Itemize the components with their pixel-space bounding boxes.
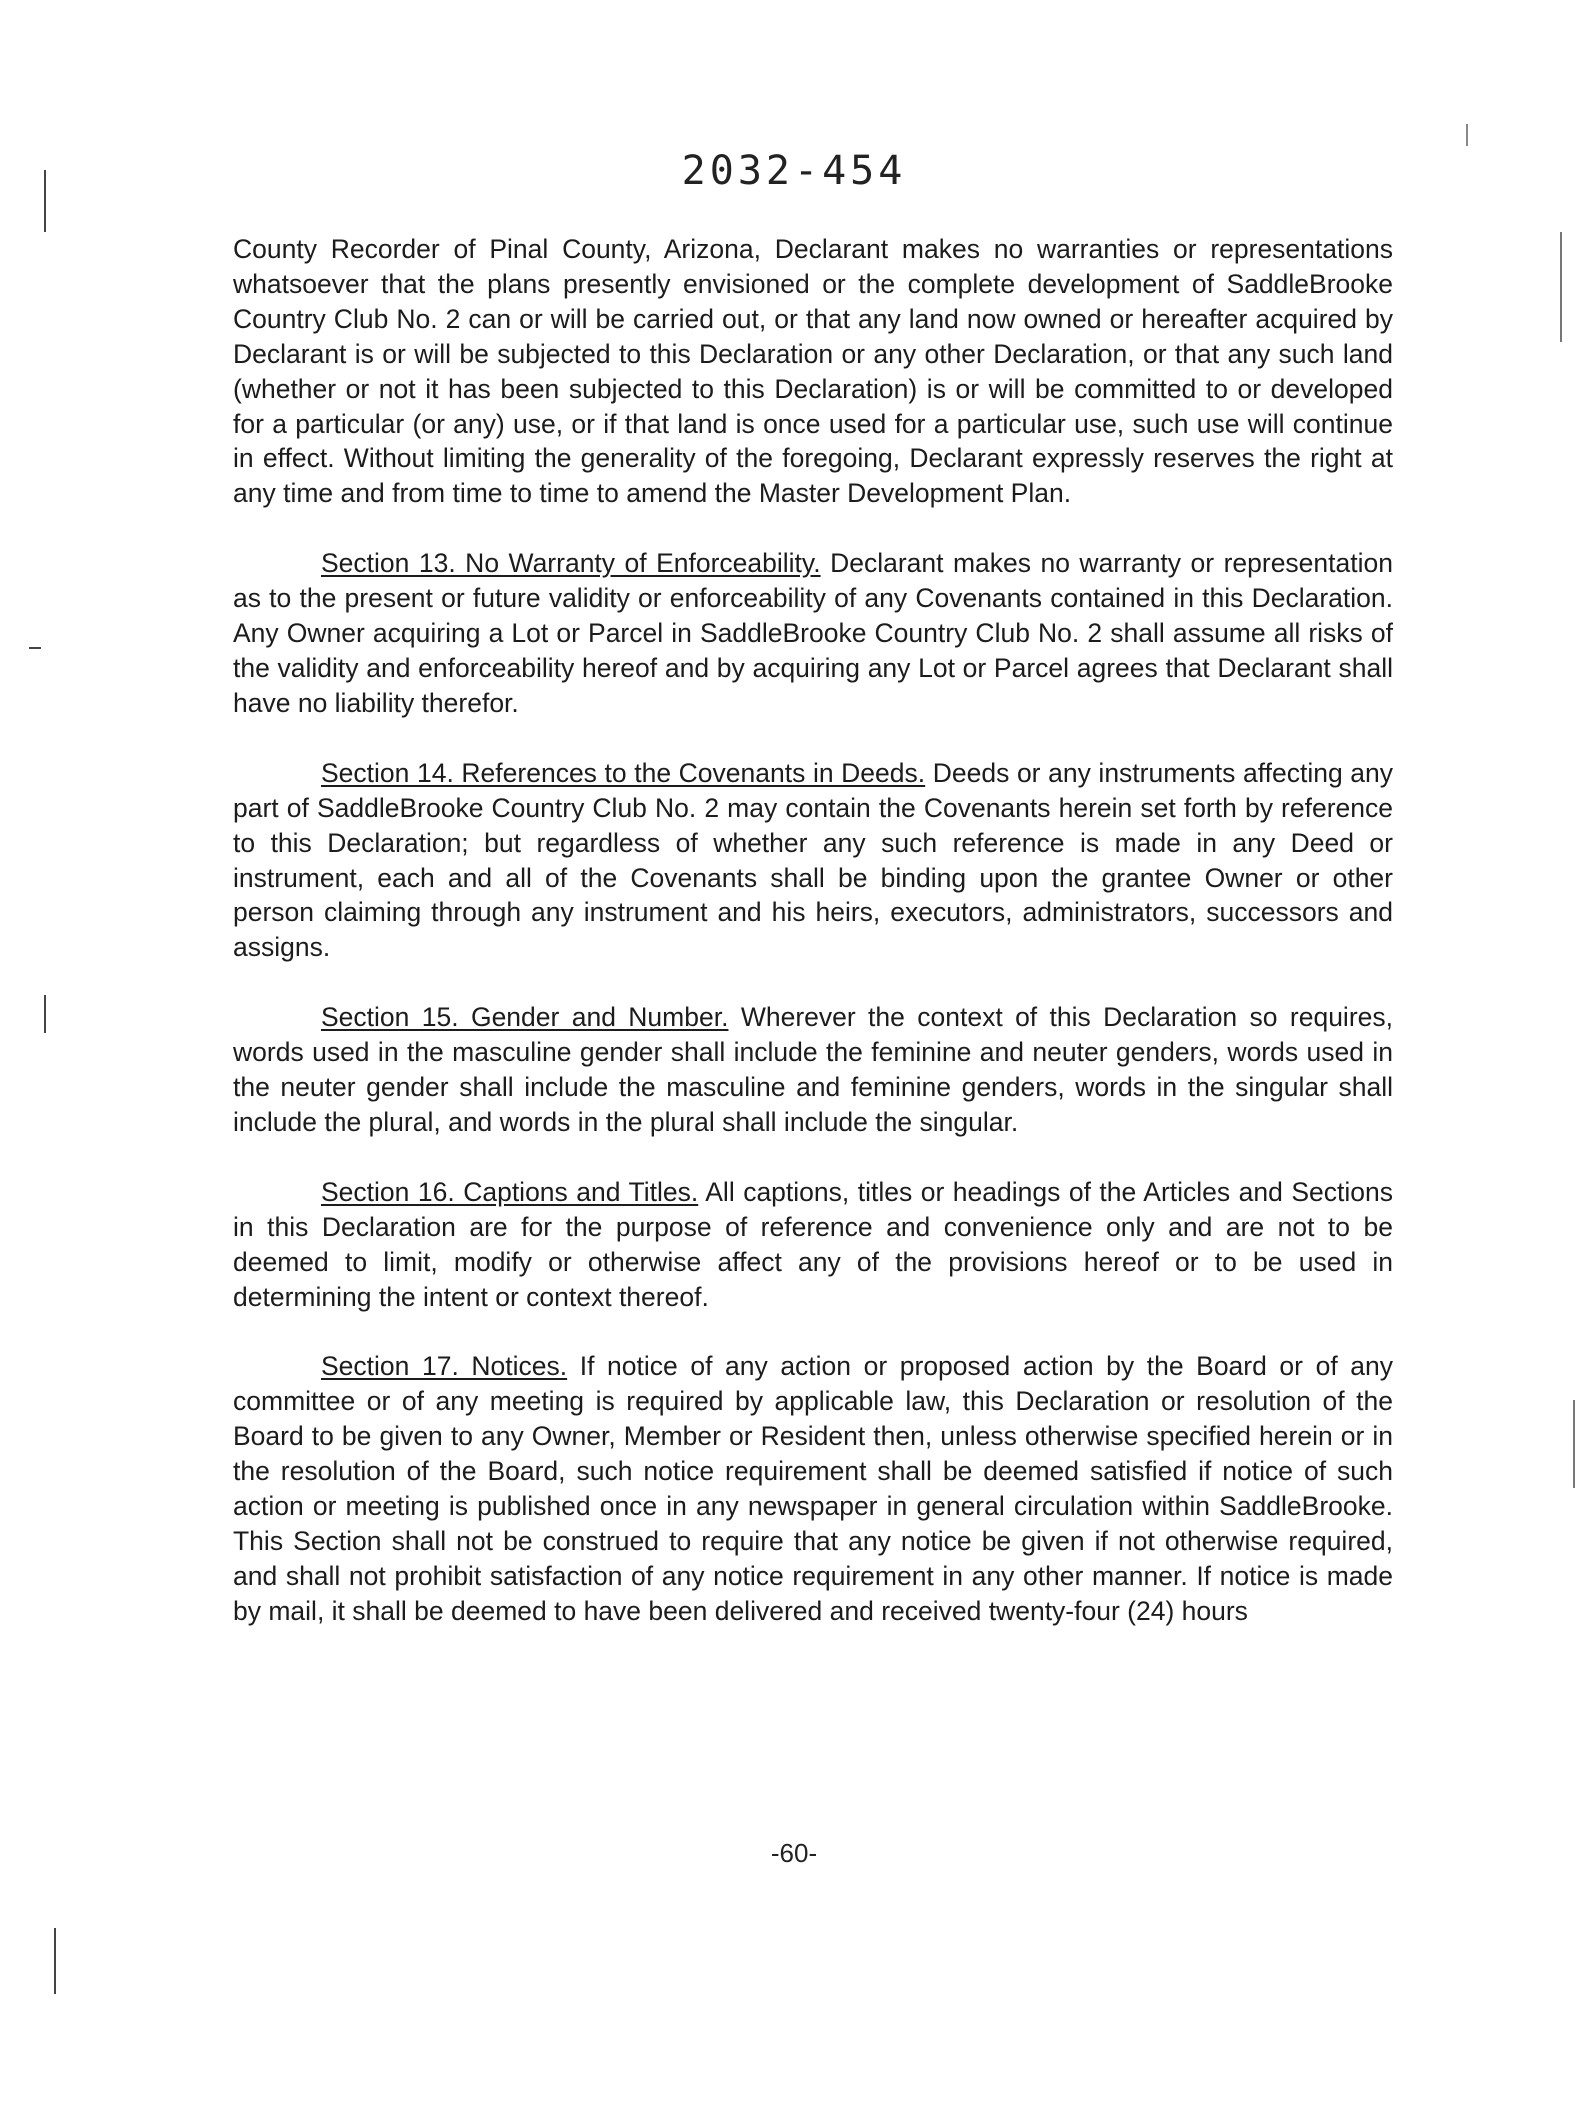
scan-mark bbox=[1560, 232, 1562, 342]
scan-mark bbox=[44, 995, 46, 1033]
section-14-heading: Section 14. References to the Covenants in Deeds. bbox=[321, 757, 926, 788]
section-17-text: If notice of any action or proposed action by the Board or of any committee or of any meeting is required by applicable law, this Declaration or resolution of the Board to be given to any Owner, Member or Resident then, unless otherwise specified herein or in the resolution of the Board, such notice requirement shall be deemed satisfied if notice of such action or meeting is published once in any newspaper in general circulation within SaddleBrooke. This Section shall not be construed to require that any notice be given if not otherwise required, and shall not prohibit satisfaction of any notice requirement in any other manner. If notice is made by mail, it shall be deemed to have been delivered and received twenty-four (24) hours bbox=[233, 1351, 1393, 1626]
section-16-heading: Section 16. Captions and Titles. bbox=[321, 1176, 699, 1207]
section-13-heading: Section 13. No Warranty of Enforceability. bbox=[321, 548, 821, 579]
recording-number: 2032-454 bbox=[681, 148, 907, 194]
section-16 bbox=[233, 1175, 1393, 1315]
section-15-text: Wherever the context of this Declaration so requires, words used in the masculine gender shall include the feminine and neuter genders, words used in the neuter gender shall include the masculine and feminine genders, words in the singular shall include the plural, and words in the plural shall include the singular. bbox=[233, 1002, 1393, 1137]
section-15-heading: Section 15. Gender and Number. bbox=[321, 1002, 729, 1033]
scan-mark bbox=[54, 1928, 56, 1994]
section-17-heading: Section 17. Notices. bbox=[321, 1351, 568, 1382]
opening-paragraph: County Recorder of Pinal County, Arizona, Declarant makes no warranties or representations whatsoever that the plans presently envisioned or the complete development of SaddleBrooke Country Club No. 2 can or will be carried out, or that any land now owned or hereafter acquired by Declarant is or will be subjected to this Declaration or any other Declaration, or that any such land (whether or not it has been subjected to this Declaration) is or will be committed to or developed for a particular (or any) use, or if that land is once used for a particular use, such use will continue in effect. Without limiting the generality of the foregoing, Declarant expressly reserves the right at any time and from time to time to amend the Master Development Plan. bbox=[233, 234, 1393, 509]
section-16-text: All captions, titles or headings of the Articles and Sections in this Declaration are for the purpose of reference and convenience only and are not to be deemed to limit, modify or otherwise affect any of the provisions hereof or to be used in determining the intent or context thereof. bbox=[233, 1176, 1393, 1312]
section-13-text: Declarant makes no warranty or representation as to the present or future validity or enforceability of any Covenants contained in this Declaration. Any Owner acquiring a Lot or Parcel in SaddleBrooke Country Club No. 2 shall assume all risks of the validity and enforceability hereof and by acquiring any Lot or Parcel agrees that Declarant shall have no liability therefor. bbox=[233, 548, 1393, 718]
section-13 bbox=[233, 546, 1393, 721]
page-number: -60- bbox=[770, 1838, 818, 1868]
section-14 bbox=[233, 756, 1393, 965]
section-14-text: Deeds or any instruments affecting any part of SaddleBrooke Country Club No. 2 may contain the Covenants herein set forth by reference to this Declaration; but regardless of whether any such reference is made in any Deed or instrument, each and all of the Covenants shall be binding upon the grantee Owner or other person claiming through any instrument and his heirs, executors, administrators, successors and assigns. bbox=[233, 757, 1394, 963]
section-17 bbox=[233, 1349, 1393, 1628]
scan-mark bbox=[29, 647, 41, 649]
scan-mark bbox=[1466, 124, 1468, 146]
section-15 bbox=[233, 1000, 1393, 1140]
document-body bbox=[233, 232, 1393, 1629]
scan-mark bbox=[1573, 1400, 1575, 1488]
